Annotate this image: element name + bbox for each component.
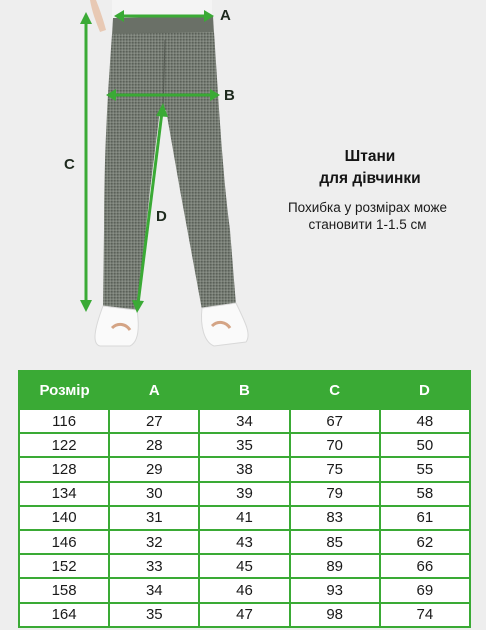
table-header-row (19, 371, 470, 409)
cell-a: 29 (109, 457, 199, 481)
cell-a: 33 (109, 554, 199, 578)
cell-c: 89 (290, 554, 380, 578)
trousers (103, 32, 236, 312)
header-d: D (380, 371, 470, 409)
note-line-2: становити 1-1.5 см (308, 217, 427, 232)
product-photo (0, 0, 260, 360)
cell-a: 30 (109, 482, 199, 506)
cell-d: 74 (380, 603, 470, 627)
title-line-2: для дівчинки (319, 170, 421, 187)
cell-b: 41 (199, 506, 289, 530)
cell-size: 140 (19, 506, 109, 530)
cell-c: 79 (290, 482, 380, 506)
cell-a: 31 (109, 506, 199, 530)
cell-b: 35 (199, 433, 289, 457)
table-row (19, 506, 470, 530)
table-row (19, 457, 470, 481)
cell-a: 27 (109, 409, 199, 433)
note-line-1: Похибка у розмірах може (287, 200, 448, 215)
cell-d: 69 (380, 578, 470, 602)
table-row (19, 433, 470, 457)
cell-b: 47 (199, 603, 289, 627)
header-size: Розмір (19, 371, 109, 409)
table-row (19, 482, 470, 506)
cell-a: 34 (109, 578, 199, 602)
cell-size: 146 (19, 530, 109, 554)
cell-b: 45 (199, 554, 289, 578)
cell-size: 164 (19, 603, 109, 627)
cell-c: 93 (290, 578, 380, 602)
table-row (19, 578, 470, 602)
cell-d: 55 (380, 457, 470, 481)
cell-c: 83 (290, 506, 380, 530)
cell-size: 128 (19, 457, 109, 481)
cell-size: 116 (19, 409, 109, 433)
cell-d: 66 (380, 554, 470, 578)
cell-d: 61 (380, 506, 470, 530)
size-chart-table (18, 370, 471, 628)
cell-d: 62 (380, 530, 470, 554)
cell-c: 67 (290, 409, 380, 433)
cell-size: 158 (19, 578, 109, 602)
cell-size: 122 (19, 433, 109, 457)
header-a: A (109, 371, 199, 409)
measure-c-arrow (80, 12, 92, 312)
table-row (19, 554, 470, 578)
cell-a: 28 (109, 433, 199, 457)
cell-b: 34 (199, 409, 289, 433)
label-d: D (156, 208, 167, 225)
table-row (19, 530, 470, 554)
cell-size: 134 (19, 482, 109, 506)
cell-c: 75 (290, 457, 380, 481)
header-c: C (290, 371, 380, 409)
trousers-illustration (0, 0, 260, 360)
cell-a: 35 (109, 603, 199, 627)
cell-d: 48 (380, 409, 470, 433)
left-hand (90, 0, 106, 32)
cell-size: 152 (19, 554, 109, 578)
title-line-1: Штани (344, 148, 396, 165)
cell-b: 39 (199, 482, 289, 506)
cell-b: 46 (199, 578, 289, 602)
cell-c: 98 (290, 603, 380, 627)
table-row (19, 603, 470, 627)
cell-c: 70 (290, 433, 380, 457)
cell-d: 50 (380, 433, 470, 457)
label-c: C (64, 156, 75, 173)
label-b: B (224, 87, 235, 104)
product-title (280, 146, 460, 190)
cell-a: 32 (109, 530, 199, 554)
cell-b: 38 (199, 457, 289, 481)
cell-d: 58 (380, 482, 470, 506)
table-body (19, 409, 470, 627)
cell-c: 85 (290, 530, 380, 554)
table-row (19, 409, 470, 433)
cell-b: 43 (199, 530, 289, 554)
header-b: B (199, 371, 289, 409)
size-tolerance-note (275, 199, 460, 233)
label-a: A (220, 7, 231, 24)
